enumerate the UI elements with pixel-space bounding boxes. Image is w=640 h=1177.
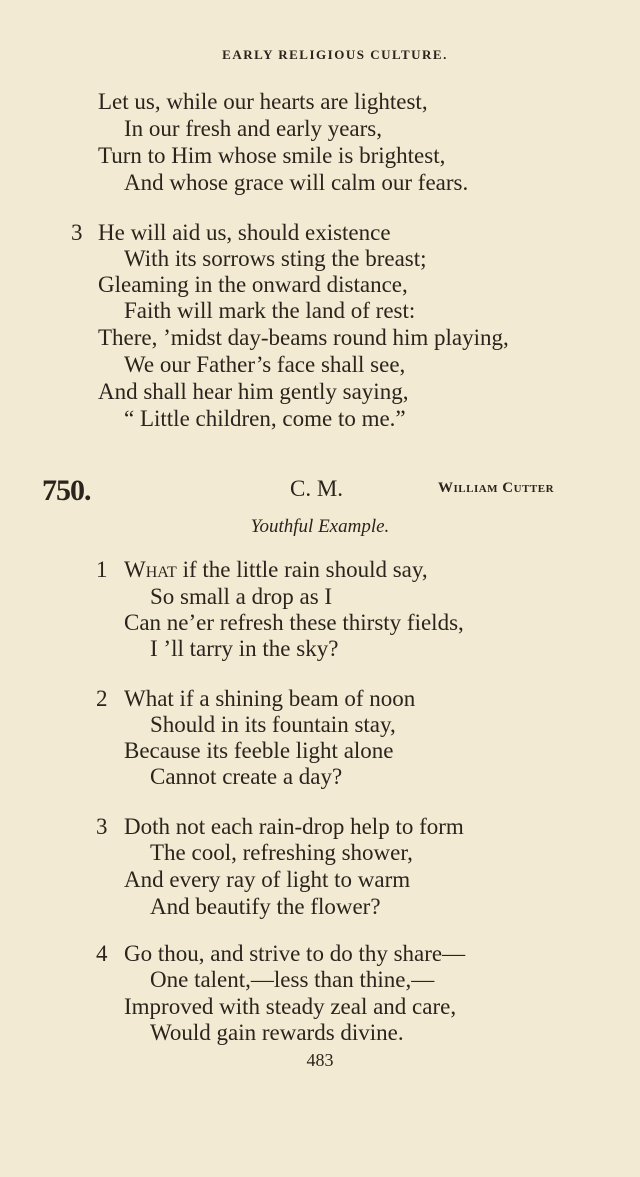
stanza-number: 3 [96, 814, 108, 839]
hymn-meter: C. M. [290, 476, 344, 501]
hymn-title: Youthful Example. [250, 516, 390, 537]
first-word: What [124, 557, 177, 582]
verse-line: He will aid us, should existence [98, 220, 391, 245]
verse-line: Let us, while our hearts are lightest, [98, 89, 428, 114]
verse-line: The cool, refreshing shower, [150, 840, 413, 865]
verse-line: There, ’midst day-beams round him playing, [98, 325, 509, 350]
verse-line: I ’ll tarry in the sky? [150, 636, 339, 661]
verse-line: Improved with steady zeal and care, [124, 994, 457, 1019]
verse-line: In our fresh and early years, [124, 116, 382, 141]
verse-line: Cannot create a day? [150, 764, 343, 789]
verse-line: Would gain rewards divine. [150, 1020, 404, 1045]
verse-line: Because its feeble light alone [124, 738, 394, 763]
verse-line: And shall hear him gently saying, [98, 379, 409, 404]
verse-line: And whose grace will calm our fears. [124, 170, 469, 195]
stanza-number: 1 [96, 557, 108, 582]
verse-line: Should in its fountain stay, [150, 712, 396, 737]
stanza-number: 3 [71, 220, 83, 245]
verse-line: Turn to Him whose smile is brightest, [98, 143, 446, 168]
hymn-author: William Cutter [438, 480, 555, 496]
verse-line: Doth not each rain-drop help to form [124, 814, 464, 839]
first-line-rest: if the little rain should say, [176, 557, 428, 582]
verse-line: With its sorrows sting the breast; [124, 246, 427, 271]
verse-line: Gleaming in the onward distance, [98, 272, 408, 297]
verse-line: Can ne’er refresh these thirsty fields, [124, 610, 464, 635]
verse-line: And every ray of light to warm [124, 867, 411, 892]
verse-line: “ Little children, come to me.” [124, 406, 406, 431]
stanza-number: 4 [96, 941, 108, 966]
verse-line: We our Father’s face shall see, [124, 352, 406, 377]
verse-line: Go thou, and strive to do thy share— [124, 941, 466, 966]
page-number: 483 [306, 1050, 334, 1070]
hymn-number: 750. [42, 474, 91, 507]
verse-line: And beautify the flower? [150, 894, 381, 919]
verse-line: What if a shining beam of noon [124, 686, 416, 711]
verse-line [124, 557, 428, 583]
verse-line: One talent,—less than thine,— [150, 967, 435, 992]
running-head: EARLY RELIGIOUS CULTURE. [222, 47, 448, 62]
verse-line: So small a drop as I [150, 584, 333, 609]
verse-line: Faith will mark the land of rest: [124, 298, 416, 323]
stanza-number: 2 [96, 686, 108, 711]
